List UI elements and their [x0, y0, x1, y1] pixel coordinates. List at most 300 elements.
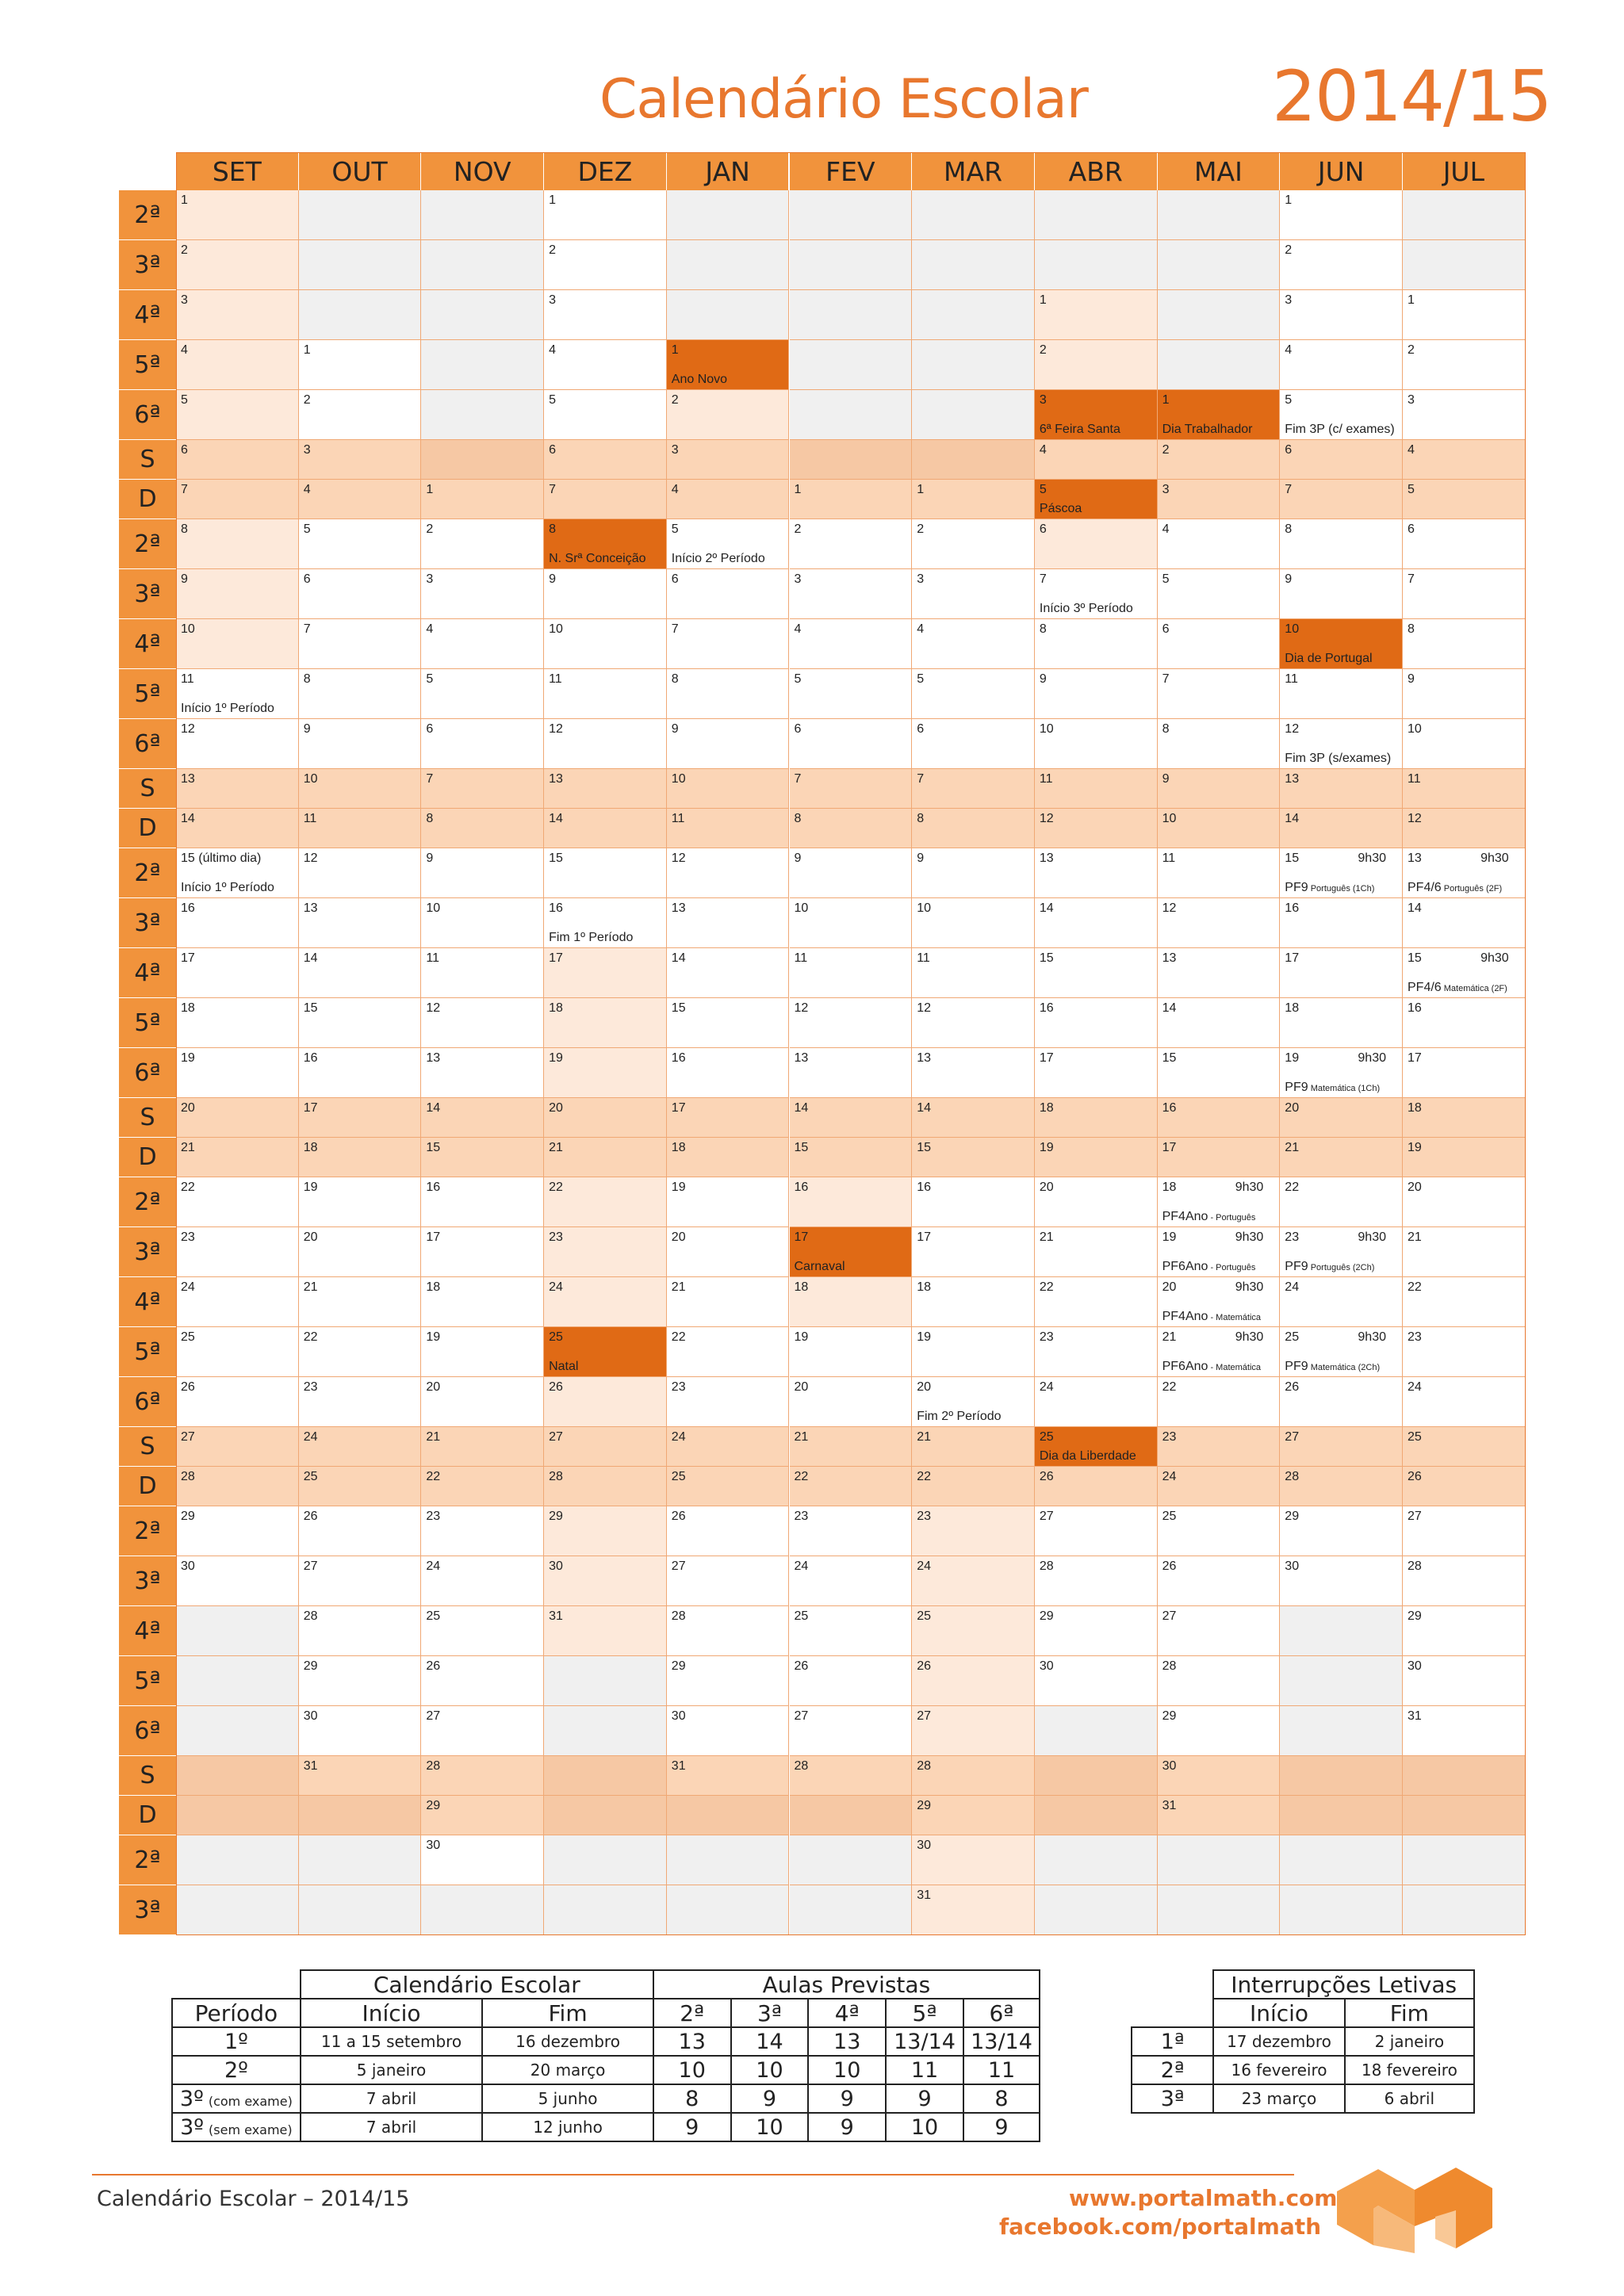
month-header: SET — [176, 152, 299, 190]
day-number: 24 — [549, 1280, 563, 1294]
period-note: Fim 1º Período — [549, 931, 634, 944]
day-cell — [1035, 290, 1158, 340]
day-cell — [544, 948, 667, 998]
weekday-label-text: 4ª — [134, 959, 161, 987]
empty-day-cell — [299, 190, 422, 240]
day-number: 4 — [794, 622, 802, 636]
empty-day-cell — [1403, 240, 1526, 290]
day-number: 12 — [1408, 812, 1422, 825]
aulas-count: 13 — [808, 2027, 886, 2056]
day-number: 7 — [426, 772, 434, 786]
day-cell — [912, 1048, 1035, 1098]
day-cell — [176, 669, 299, 719]
day-cell — [1158, 719, 1281, 769]
day-cell — [544, 848, 667, 898]
aulas-count: 10 — [731, 2113, 809, 2141]
weekday-label — [119, 1756, 176, 1796]
weekday-label — [119, 1467, 176, 1506]
day-cell — [1035, 848, 1158, 898]
day-cell — [1403, 1138, 1526, 1177]
exam-label: PF4Ano - Matemática — [1162, 1310, 1262, 1323]
period-inicio: 7 abril — [301, 2084, 482, 2113]
weekday-label — [119, 1796, 176, 1835]
day-number: 6 — [1408, 522, 1415, 536]
day-number: 22 — [426, 1470, 441, 1483]
empty-day-cell — [176, 1706, 299, 1756]
day-number: 28 — [917, 1759, 931, 1773]
empty-day-cell — [544, 1656, 667, 1706]
empty-day-cell — [299, 1885, 422, 1935]
day-number: 8 — [794, 812, 802, 825]
day-cell — [1035, 569, 1158, 619]
period-number: 3º — [180, 2114, 205, 2140]
day-cell — [544, 619, 667, 669]
empty-day-cell — [1158, 1885, 1281, 1935]
empty-day-cell — [1035, 240, 1158, 290]
day-cell — [176, 1177, 299, 1227]
day-number: 31 — [1162, 1799, 1177, 1812]
aulas-count: 13/14 — [963, 2027, 1040, 2056]
period-note: Fim 3P (s/exames) — [1285, 752, 1392, 765]
day-cell — [1158, 1327, 1281, 1377]
day-number: 8 — [181, 522, 188, 536]
col-inicio: Início — [301, 1999, 482, 2027]
empty-day-cell — [667, 190, 790, 240]
weekday-label-text: 5ª — [134, 1337, 161, 1366]
period-fim: 16 dezembro — [482, 2027, 653, 2056]
day-cell — [667, 390, 790, 440]
day-cell — [1403, 719, 1526, 769]
day-number: 29 — [1285, 1510, 1300, 1523]
day-cell — [667, 519, 790, 569]
empty-day-cell — [421, 340, 544, 390]
day-cell — [299, 1327, 422, 1377]
day-number: 4 — [303, 483, 311, 496]
day-cell — [299, 1098, 422, 1138]
day-number: 30 — [1408, 1659, 1422, 1673]
day-cell — [544, 480, 667, 519]
day-number: 27 — [303, 1559, 318, 1573]
day-number: 15 — [1162, 1051, 1177, 1065]
empty-day-cell — [1158, 340, 1281, 390]
exam-time: 9h30 — [1358, 1051, 1386, 1065]
day-number: 29 — [1039, 1609, 1054, 1623]
day-cell — [912, 1227, 1035, 1277]
day-cell — [1158, 1796, 1281, 1835]
day-number: 22 — [549, 1181, 563, 1194]
period-fim: 12 junho — [482, 2113, 653, 2141]
day-number: 16 — [181, 901, 195, 915]
day-number: 25 — [917, 1609, 931, 1623]
day-number: 25 — [1039, 1430, 1054, 1444]
day-number: 20 — [917, 1380, 931, 1394]
day-number: 21 — [1162, 1330, 1177, 1344]
day-number: 19 — [1039, 1141, 1054, 1154]
aulas-table-title: Aulas Previstas — [653, 1970, 1040, 1999]
day-cell — [1035, 1177, 1158, 1227]
day-number: 17 — [1162, 1141, 1177, 1154]
day-cell — [1158, 1377, 1281, 1427]
day-cell — [912, 898, 1035, 948]
day-cell — [1280, 1048, 1403, 1098]
day-number: 30 — [917, 1839, 931, 1852]
day-number: 25 — [671, 1470, 686, 1483]
weekday-label — [119, 1606, 176, 1656]
day-cell — [912, 1177, 1035, 1227]
empty-day-cell — [1403, 1835, 1526, 1885]
day-number: 21 — [917, 1430, 931, 1444]
day-number: 2 — [794, 522, 802, 536]
day-cell — [1158, 440, 1281, 480]
empty-day-cell — [790, 1885, 913, 1935]
day-number: 17 — [917, 1230, 931, 1244]
month-header: DEZ — [544, 152, 667, 190]
day-number: 1 — [1408, 293, 1415, 307]
weekday-label — [119, 1706, 176, 1756]
day-cell — [1035, 619, 1158, 669]
day-cell — [667, 1098, 790, 1138]
day-cell — [667, 769, 790, 809]
day-number: 11 — [671, 812, 685, 825]
day-number: 27 — [181, 1430, 195, 1444]
day-number: 17 — [1039, 1051, 1054, 1065]
day-cell — [1280, 719, 1403, 769]
period-note: Início 1º Período — [181, 881, 274, 894]
cal-table-title: Calendário Escolar — [301, 1970, 653, 1999]
empty-day-cell — [1035, 1835, 1158, 1885]
day-cell — [299, 619, 422, 669]
period-note: Início 3º Período — [1039, 602, 1133, 615]
day-number: 22 — [1039, 1280, 1054, 1294]
day-cell — [544, 290, 667, 340]
day-cell — [912, 480, 1035, 519]
day-number: 23 — [1285, 1230, 1300, 1244]
day-number: 18 — [917, 1280, 931, 1294]
day-number: 12 — [181, 722, 195, 736]
weekday-label-text: 2ª — [134, 530, 161, 558]
day-number: 1 — [671, 343, 679, 357]
empty-day-cell — [790, 340, 913, 390]
day-number: 11 — [917, 951, 930, 965]
interruption-inicio: 17 dezembro — [1213, 2027, 1344, 2056]
day-cell — [1280, 519, 1403, 569]
day-number: 26 — [917, 1659, 931, 1673]
empty-day-cell — [1280, 1796, 1403, 1835]
day-number: 8 — [1162, 722, 1170, 736]
day-cell — [1280, 769, 1403, 809]
exam-label: PF9 Português (2Ch) — [1285, 1260, 1375, 1273]
month-header: JUN — [1280, 152, 1403, 190]
day-number: 20 — [1408, 1181, 1422, 1194]
empty-day-cell — [299, 240, 422, 290]
empty-day-cell — [1403, 1756, 1526, 1796]
empty-day-cell — [1403, 190, 1526, 240]
facebook-link[interactable]: facebook.com/portalmath — [999, 2214, 1322, 2240]
exam-label: PF9 Matemática (1Ch) — [1285, 1081, 1381, 1094]
day-number: 17 — [1285, 951, 1300, 965]
empty-day-cell — [1035, 1706, 1158, 1756]
weekday-label-text: D — [138, 485, 157, 513]
day-cell — [544, 1606, 667, 1656]
day-number: 3 — [794, 572, 802, 586]
day-number: 14 — [917, 1101, 931, 1115]
day-number: 10 — [303, 772, 318, 786]
period-row — [172, 2084, 1040, 2113]
day-number: 19 — [426, 1330, 441, 1344]
day-cell — [1035, 719, 1158, 769]
day-cell — [1158, 998, 1281, 1048]
day-cell — [176, 1556, 299, 1606]
day-cell — [1035, 1606, 1158, 1656]
day-cell — [1158, 848, 1281, 898]
day-cell — [1403, 1048, 1526, 1098]
day-number: 12 — [671, 851, 686, 865]
day-number: 25 — [1162, 1510, 1177, 1523]
day-cell — [176, 240, 299, 290]
day-number: 7 — [181, 483, 188, 496]
weekday-label — [119, 1427, 176, 1467]
period-name — [172, 2027, 301, 2056]
day-number: 19 — [794, 1330, 809, 1344]
day-cell — [912, 1506, 1035, 1556]
day-number: 13 — [1408, 851, 1422, 865]
weekday-label-text: D — [138, 1472, 157, 1500]
weekday-label — [119, 669, 176, 719]
col-inicio: Início — [1213, 1999, 1344, 2027]
day-number: 17 — [1408, 1051, 1422, 1065]
day-cell — [790, 719, 913, 769]
day-number: 11 — [1039, 772, 1053, 786]
day-number: 17 — [671, 1101, 686, 1115]
exam-label: PF4/6 Português (2F) — [1408, 881, 1503, 894]
day-cell — [790, 998, 913, 1048]
exam-time: 9h30 — [1358, 851, 1386, 865]
day-cell — [1158, 1556, 1281, 1606]
day-number: 23 — [794, 1510, 809, 1523]
day-cell — [1158, 1427, 1281, 1467]
day-number: 18 — [794, 1280, 809, 1294]
day-number: 20 — [1039, 1181, 1054, 1194]
day-number: 6 — [794, 722, 802, 736]
weekday-label-text: 2ª — [134, 1188, 161, 1216]
weekday-label-text: 3ª — [134, 580, 161, 608]
day-cell — [790, 1377, 913, 1427]
day-number: 25 — [1285, 1330, 1300, 1344]
day-cell — [667, 669, 790, 719]
day-number: 4 — [1039, 443, 1047, 457]
day-number: 12 — [1039, 812, 1054, 825]
weekday-label-text: 2ª — [134, 201, 161, 229]
empty-day-cell — [299, 290, 422, 340]
day-number: 22 — [671, 1330, 686, 1344]
day-number: 15 (último dia) — [181, 851, 262, 865]
day-number: 27 — [549, 1430, 563, 1444]
day-cell — [1403, 1656, 1526, 1706]
period-note: Fim 2º Período — [917, 1410, 1002, 1423]
day-number: 2 — [671, 393, 679, 407]
day-cell — [421, 1048, 544, 1098]
day-number: 3 — [1162, 483, 1170, 496]
day-cell — [299, 809, 422, 848]
day-cell — [299, 769, 422, 809]
day-number: 8 — [426, 812, 434, 825]
day-cell — [421, 769, 544, 809]
day-cell — [1035, 1377, 1158, 1427]
day-cell — [544, 390, 667, 440]
day-cell — [299, 1556, 422, 1606]
day-number: 6 — [303, 572, 311, 586]
day-number: 12 — [426, 1001, 441, 1015]
day-number: 23 — [549, 1230, 563, 1244]
day-cell — [667, 1427, 790, 1467]
day-number: 29 — [671, 1659, 686, 1673]
day-cell — [667, 1656, 790, 1706]
day-cell — [299, 340, 422, 390]
day-cell — [421, 1656, 544, 1706]
day-number: 3 — [1039, 393, 1047, 407]
empty-day-cell — [912, 290, 1035, 340]
period-number: 3º — [179, 2086, 204, 2111]
day-cell — [299, 998, 422, 1048]
empty-day-cell — [667, 240, 790, 290]
period-sub: (sem exame) — [209, 2122, 293, 2137]
day-cell — [790, 1098, 913, 1138]
day-cell — [912, 769, 1035, 809]
weekday-label-text: 3ª — [134, 251, 161, 279]
day-cell — [1158, 1506, 1281, 1556]
day-cell — [1035, 1656, 1158, 1706]
day-cell — [176, 998, 299, 1048]
empty-day-cell — [667, 1835, 790, 1885]
day-cell — [1403, 1277, 1526, 1327]
day-cell — [912, 948, 1035, 998]
day-cell — [421, 1227, 544, 1277]
day-cell — [1035, 1098, 1158, 1138]
day-cell — [1158, 1177, 1281, 1227]
holiday-label: Carnaval — [794, 1260, 845, 1273]
month-header: ABR — [1035, 152, 1158, 190]
day-cell — [1403, 669, 1526, 719]
day-number: 1 — [181, 193, 188, 207]
day-cell — [421, 619, 544, 669]
empty-day-cell — [1403, 1885, 1526, 1935]
day-number: 29 — [549, 1510, 563, 1523]
day-cell — [1280, 1277, 1403, 1327]
day-number: 13 — [181, 772, 195, 786]
day-cell — [544, 1138, 667, 1177]
weekday-label — [119, 769, 176, 809]
weekday-label-text: S — [140, 1433, 155, 1460]
day-number: 9 — [426, 851, 434, 865]
period-fim: 5 junho — [482, 2084, 653, 2113]
aulas-count: 9 — [963, 2113, 1040, 2141]
day-number: 3 — [303, 443, 311, 457]
day-cell — [176, 1227, 299, 1277]
day-cell — [176, 948, 299, 998]
day-cell — [1280, 898, 1403, 948]
day-cell — [421, 1098, 544, 1138]
day-number: 31 — [549, 1609, 563, 1623]
day-cell — [421, 1756, 544, 1796]
day-cell — [912, 1098, 1035, 1138]
day-number: 9 — [917, 851, 925, 865]
day-number: 23 — [917, 1510, 931, 1523]
empty-day-cell — [1158, 240, 1281, 290]
weekday-label-text: 2ª — [134, 859, 161, 887]
day-cell — [790, 1467, 913, 1506]
day-number: 2 — [1039, 343, 1047, 357]
weekday-label — [119, 1506, 176, 1556]
interruption-fim: 18 fevereiro — [1345, 2056, 1474, 2084]
weekday-label-text: D — [138, 814, 157, 842]
month-header: MAI — [1158, 152, 1281, 190]
day-cell — [1035, 1427, 1158, 1467]
day-cell — [176, 1377, 299, 1427]
day-number: 12 — [1162, 901, 1177, 915]
day-cell — [1403, 1427, 1526, 1467]
day-cell — [912, 848, 1035, 898]
period-name — [172, 2084, 301, 2113]
day-number: 13 — [1285, 772, 1300, 786]
day-cell — [1403, 1556, 1526, 1606]
day-cell — [912, 998, 1035, 1048]
day-number: 15 — [1408, 951, 1422, 965]
empty-day-cell — [1035, 1885, 1158, 1935]
day-cell — [790, 1556, 913, 1606]
day-number: 28 — [426, 1759, 441, 1773]
interruption-n: 2ª — [1132, 2056, 1213, 2084]
day-cell — [544, 719, 667, 769]
day-cell — [176, 769, 299, 809]
day-number: 22 — [181, 1181, 195, 1194]
day-number: 15 — [1039, 951, 1054, 965]
empty-day-cell — [544, 1706, 667, 1756]
weekday-label — [119, 1656, 176, 1706]
day-number: 28 — [181, 1470, 195, 1483]
day-number: 14 — [1162, 1001, 1177, 1015]
aulas-count: 10 — [731, 2056, 809, 2084]
day-cell — [421, 1796, 544, 1835]
day-cell — [176, 1048, 299, 1098]
day-number: 16 — [671, 1051, 686, 1065]
day-number: 25 — [549, 1330, 563, 1344]
day-cell — [1158, 1138, 1281, 1177]
weekday-label — [119, 1885, 176, 1935]
month-header: MAR — [912, 152, 1035, 190]
day-cell — [1035, 1327, 1158, 1377]
day-number: 19 — [181, 1051, 195, 1065]
portalmath-logo-icon — [1337, 2166, 1492, 2253]
day-number: 27 — [1039, 1510, 1054, 1523]
day-number: 26 — [426, 1659, 441, 1673]
day-number: 9 — [1162, 772, 1170, 786]
day-cell — [1158, 1098, 1281, 1138]
website-link[interactable]: www.portalmath.com — [1069, 2185, 1338, 2211]
day-cell — [299, 569, 422, 619]
col-dia: 5ª — [886, 1999, 963, 2027]
day-number: 26 — [1162, 1559, 1177, 1573]
day-number: 29 — [181, 1510, 195, 1523]
day-number: 30 — [1039, 1659, 1054, 1673]
empty-day-cell — [176, 1606, 299, 1656]
day-number: 14 — [1285, 812, 1300, 825]
day-number: 30 — [303, 1709, 318, 1723]
day-number: 12 — [303, 851, 318, 865]
day-cell — [790, 809, 913, 848]
day-cell — [176, 190, 299, 240]
day-cell — [1403, 569, 1526, 619]
period-note: Início 1º Período — [181, 702, 274, 715]
